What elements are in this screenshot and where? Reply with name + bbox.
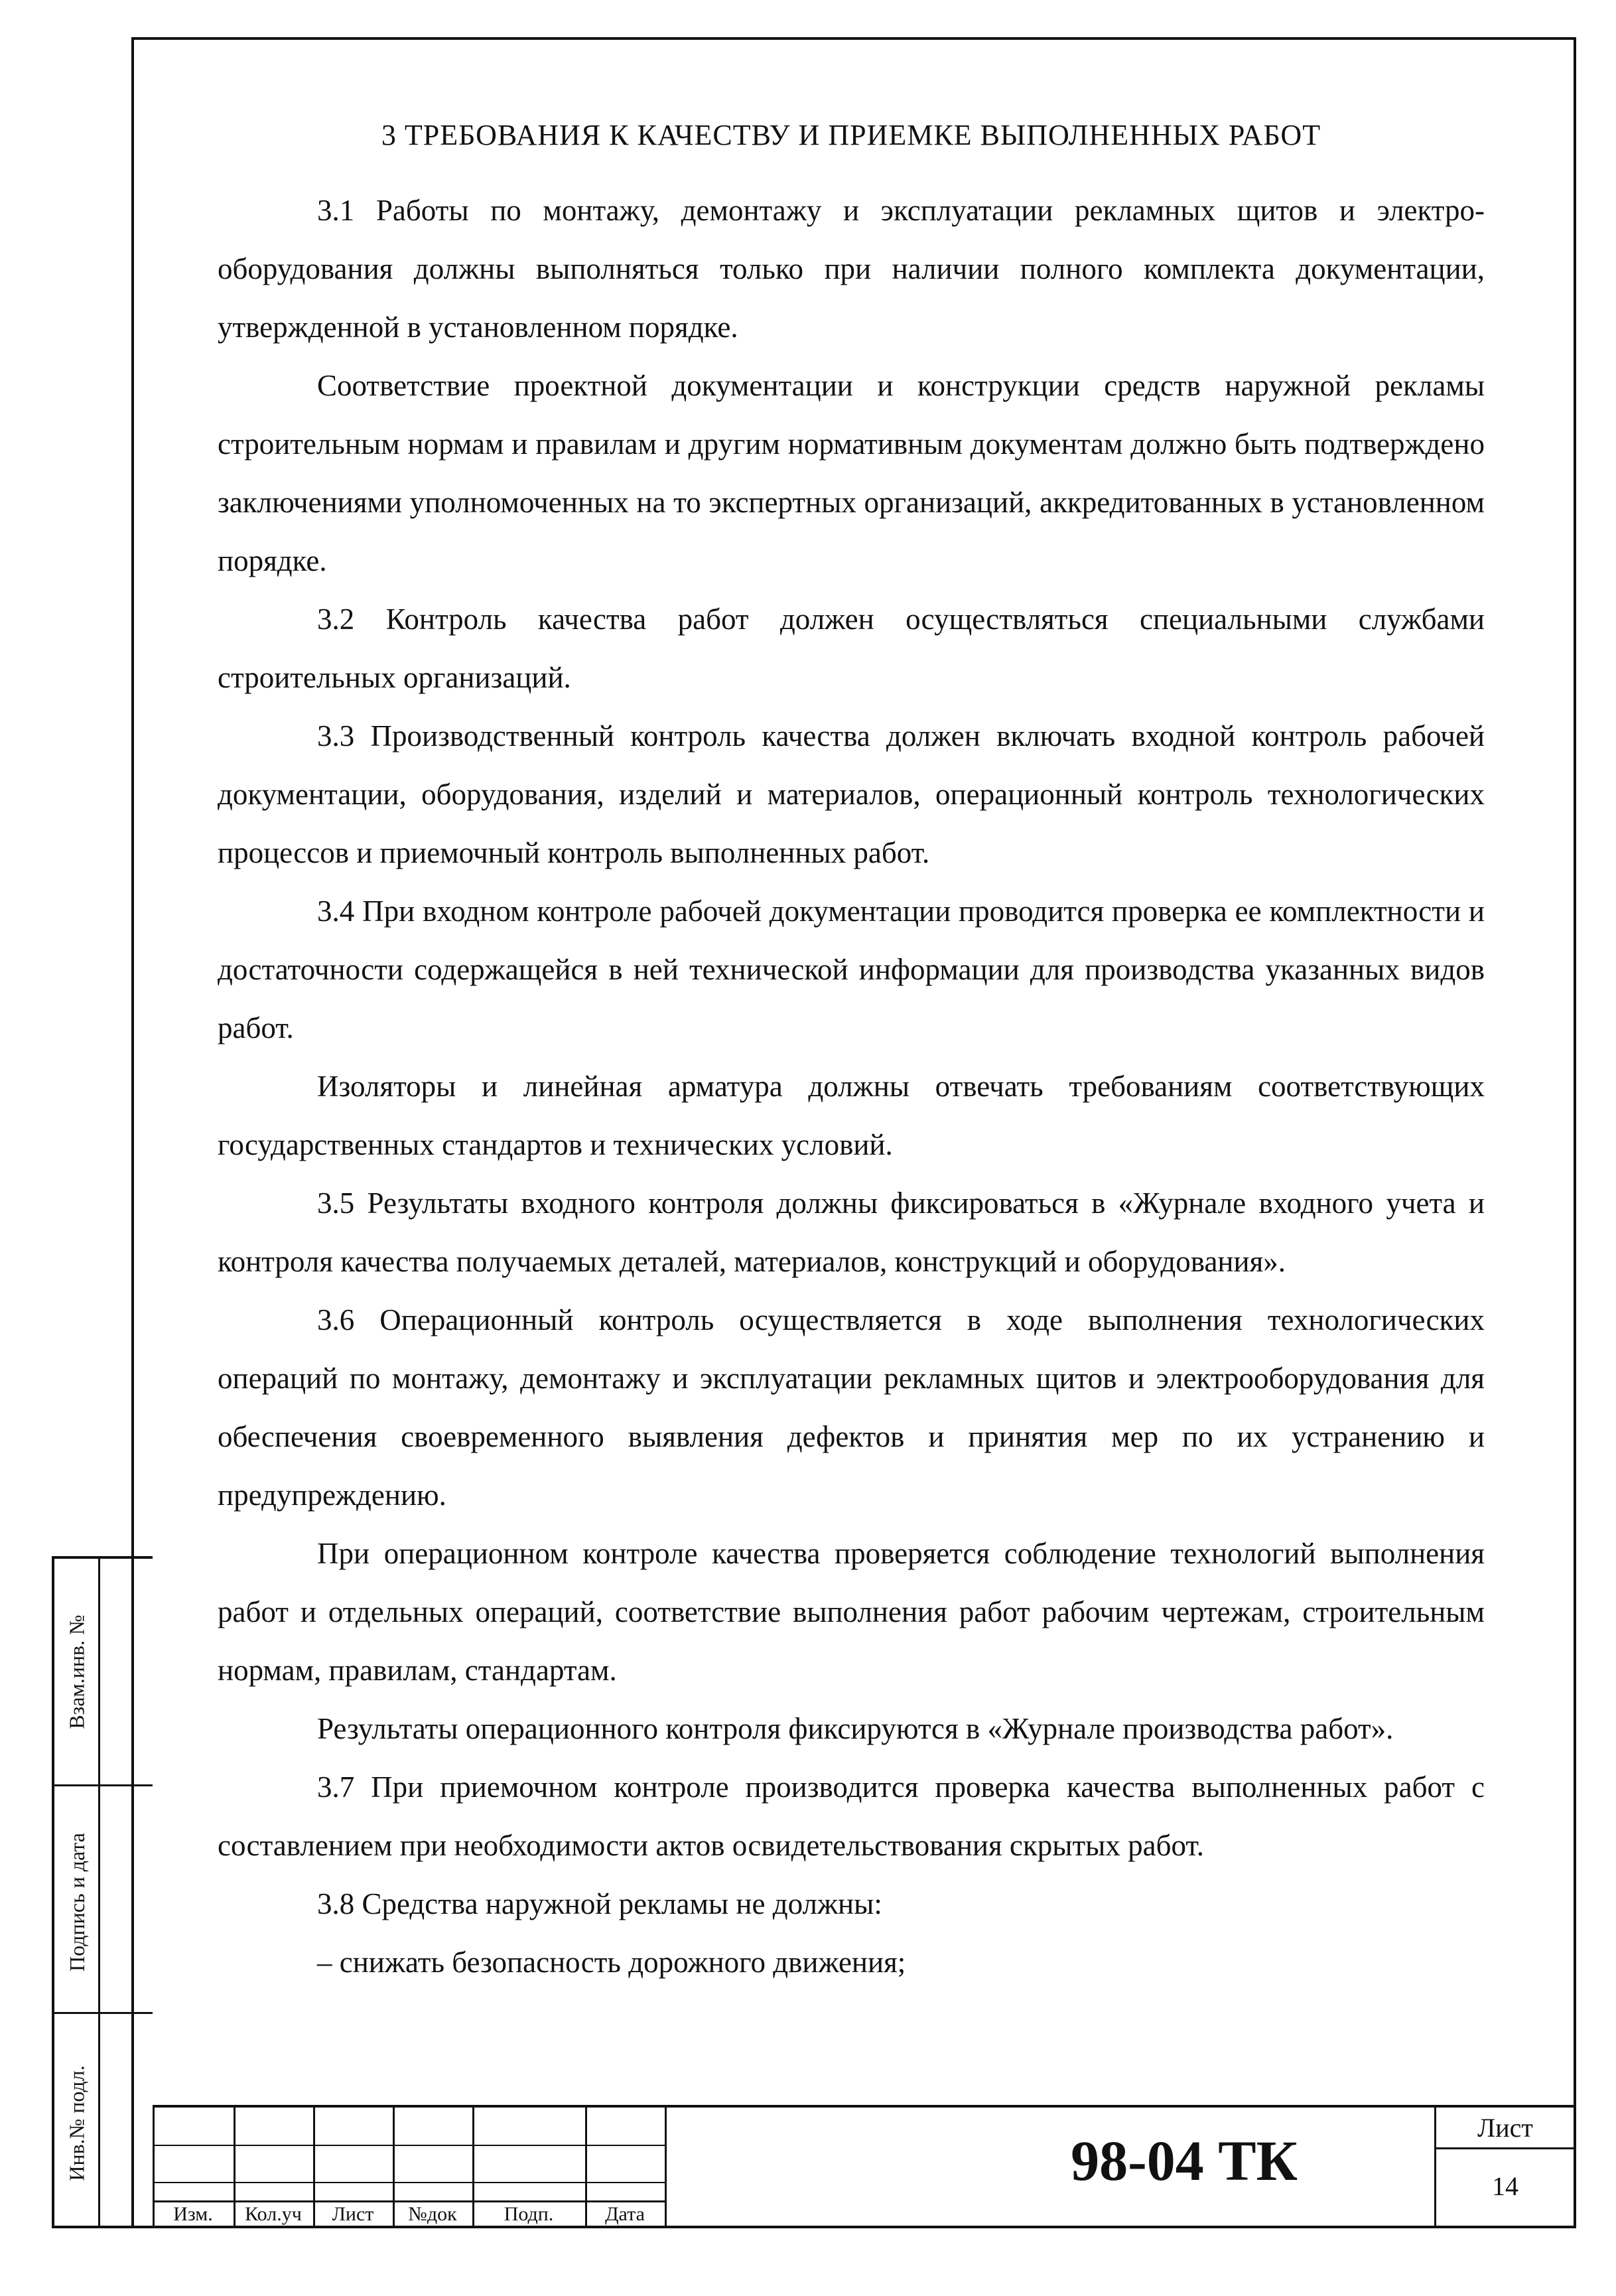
paragraph-3-7: 3.7 При приемочном контроле производится проверка качества выполненных работ с составлением при необходимости актов освидетельствования скрытых работ. — [218, 1770, 1485, 1862]
tb-row-line — [153, 2200, 665, 2202]
paragraph-3-1: 3.1 Работы по монтажу, демонтажу и эксплуатации рекламных щитов и электрооборудования должны выполняться только при наличии полного комплекта документации, утвержденной в установленном порядке. — [218, 194, 1485, 344]
tb-divider — [665, 2108, 667, 2228]
tb-row-line — [153, 2145, 665, 2146]
side-label-podpis: Подпись и дата — [64, 1832, 89, 1972]
paragraph-3-8: 3.8 Средства наружной рекламы не должны: — [317, 1887, 882, 1920]
document-body — [218, 100, 1485, 1991]
paragraph-3-4: 3.4 При входном контроле рабочей документации проводится проверка ее комплектности и достаточности содержащейся в ней технической информации для производства указанных видов работ. — [218, 895, 1485, 1044]
tb-label-data: Дата — [605, 2203, 645, 2225]
paragraph-3-3: 3.3 Производственный контроль качества должен включать входной контроль рабочей документации, оборудования, изделий и материалов, операционный контроль технологических процессов и приемочный контроль выполненных работ. — [218, 719, 1485, 869]
side-label-inv: Инв.№ подл. — [64, 2064, 89, 2181]
paragraph-operational-control: При операционном контроле качества проверяется соблюдение технологий выполнения работ и отдельных операций, соответствие выполнения работ рабочим чертежам, строительным нормам, правилам, стандартам. — [218, 1537, 1485, 1687]
paragraph-3-5: 3.5 Результаты входного контроля должны фиксироваться в «Журнале входного учета и контроля качества получаемых деталей, материалов, конструкций и оборудования». — [218, 1186, 1485, 1278]
side-label-vzam: Взам.инв. № — [64, 1614, 89, 1729]
tb-label-list: Лист — [332, 2203, 374, 2225]
paragraph-3-6: 3.6 Операционный контроль осуществляется в ходе выполнения технологических операций по монтажу, демонтажу и эксплуатации рекламных щитов и электрооборудования для обеспечения своевременного выявления дефектов и принятия мер по их устранению и предупреждению. — [218, 1303, 1485, 1512]
sheet-number: 14 — [1492, 2171, 1518, 2201]
sheet-label: Лист — [1477, 2113, 1533, 2143]
tb-row-line — [153, 2182, 665, 2183]
tb-label-izm: Изм. — [173, 2203, 213, 2225]
list-item-traffic-safety: – снижать безопасность дорожного движения; — [317, 1946, 906, 1979]
tb-label-kol: Кол.уч — [245, 2203, 302, 2225]
side-stamp — [52, 1556, 153, 2228]
paragraph-conformity: Соответствие проектной документации и конструкции средств наружной рекламы строительным нормам и правилам и другим нормативным документам должно быть подтверждено заключениями уполномоченных на то экспертных организаций, аккредитованных в установленном порядке. — [218, 369, 1485, 577]
document-code: 98-04 ТК — [1071, 2129, 1298, 2192]
paragraph-insulators: Изоляторы и линейная арматура должны отвечать требованиям соответствующих государственных стандартов и технических условий. — [218, 1070, 1485, 1161]
tb-label-podp: Подп. — [504, 2203, 554, 2225]
title-block — [153, 2105, 1576, 2228]
section-heading: 3 ТРЕБОВАНИЯ К КАЧЕСТВУ И ПРИЕМКЕ ВЫПОЛНЕННЫХ РАБОТ — [381, 119, 1321, 151]
tb-label-ndok: №док — [408, 2203, 457, 2225]
paragraph-3-2: 3.2 Контроль качества работ должен осуществляться специальными службами строительных организаций. — [218, 603, 1485, 694]
paragraph-operational-results: Результаты операционного контроля фиксируются в «Журнале производства работ». — [317, 1712, 1394, 1745]
